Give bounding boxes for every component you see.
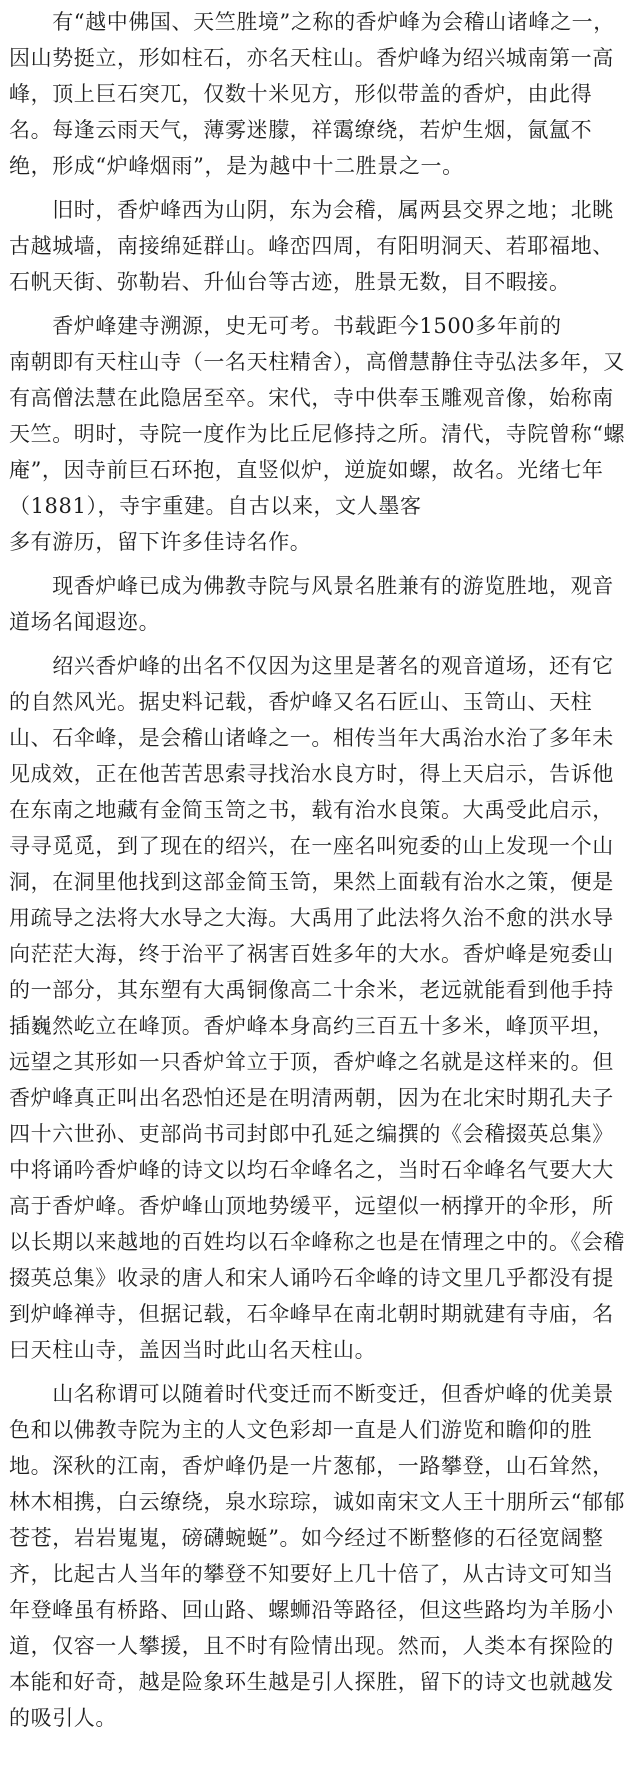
- paragraph-2: 旧时，香炉峰西为山阴，东为会稽，属两县交界之地；北眺古越城墙，南接绵延群山。峰峦四周，有阳明洞天、若耶福地、石帆天街、弥勒岩、升仙台等古迹，胜景无数，目不暇接。: [9, 198, 614, 294]
- paragraph-5: 绍兴香炉峰的出名不仅因为这里是著名的观音道场，还有它的自然风光。据史料记载，香炉峰又名石匠山、玉笥山、天柱山、石伞峰，是会稽山诸峰之一。相传当年大禹治水治了多年未见成效，正在他苦苦思索寻找治水良方时，得上天启示，告诉他在东南之地藏有金简玉笥之书，载有治水良策。大禹受此启示，寻寻觅觅，到了现在的绍兴，在一座名叫宛委的山上发现一个山洞，在洞里他找到这部金简玉笥，果然上面载有治水之策，便是用疏导之法将大水导之大海。大禹用了此法将久治不愈的洪水导向茫茫大海，终于治平了祸害百姓多年的大水。香炉峰是宛委山的一部分，其东塑有大禹铜像高二十余米，老远就能看到他手持插巍然屹立在峰顶。香炉峰本身高约三百五十多米，峰顶平坦，远望之其形如一只香炉耸立于顶，香炉峰之名就是这样来的。但香炉峰真正叫出名恐怕还是在明清两朝，因为在北宋时期孔夫子四十六世孙、吏部尚书司封郎中孔延之编撰的《会稽掇英总集》中将诵吟香炉峰的诗文以均石伞峰名之，当时石伞峰名气要大大高于香炉峰。香炉峰山顶地势缓平，远望似一柄撑开的伞形，所以长期以来越地的百姓均以石伞峰称之也是在情理之中的。《会稽掇英总集》收录的唐人和宋人诵吟石伞峰的诗文里几乎都没有提到炉峰禅寺，但据记载，石伞峰早在南北朝时期就建有寺庙，名曰天柱山寺，盖因当时此山名天柱山。: [9, 654, 625, 1362]
- paragraph-3: 香炉峰建寺溯源，史无可考。书载距今1500多年前的 南朝即有天柱山寺（一名天柱精舍），高僧慧静住寺弘法多年，又有高僧法慧在此隐居至卒。宋代，寺中供奉玉雕观音像，始称南天竺。明时，寺院一度作为比丘尼修持之所。清代，寺院曾称“螺庵”，因寺前巨石环抱，直竖似炉，逆旋如螺，故名。光绪七年（1881），寺宇重建。自古以来，文人墨客 多有游历，留下许多佳诗名作。: [9, 314, 626, 554]
- paragraph-1: 有“越中佛国、天竺胜境”之称的香炉峰为会稽山诸峰之一，因山势挺立，形如柱石，亦名天柱山。香炉峰为绍兴城南第一高峰，顶上巨石突兀，仅数十米见方，形似带盖的香炉，由此得名。每逢云雨天气，薄雾迷朦，祥霭缭绕，若炉生烟，氤氲不绝，形成“炉峰烟雨”，是为越中十二胜景之一。: [9, 10, 615, 178]
- paragraph-4: 现香炉峰已成为佛教寺院与风景名胜兼有的游览胜地，观音道场名闻遐迩。: [9, 574, 614, 634]
- paragraph-6: 山名称谓可以随着时代变迁而不断变迁，但香炉峰的优美景色和以佛教寺院为主的人文色彩却一直是人们游览和瞻仰的胜地。深秋的江南，香炉峰仍是一片葱郁，一路攀登，山石耸然，林木相携，白云缭绕，泉水琮琮，诚如南宋文人王十朋所云“郁郁苍苍，岩岩嵬嵬，磅礴蜿蜒”。如今经过不断整修的石径宽阔整齐，比起古人当年的攀登不知要好上几十倍了，从古诗文可知当年登峰虽有桥路、回山路、螺蛳沿等路径，但这些路均为羊肠小道，仅容一人攀援，且不时有险情出现。然而，人类本有探险的本能和好奇，越是险象环生越是引人探胜，留下的诗文也就越发的吸引人。: [9, 1382, 626, 1730]
